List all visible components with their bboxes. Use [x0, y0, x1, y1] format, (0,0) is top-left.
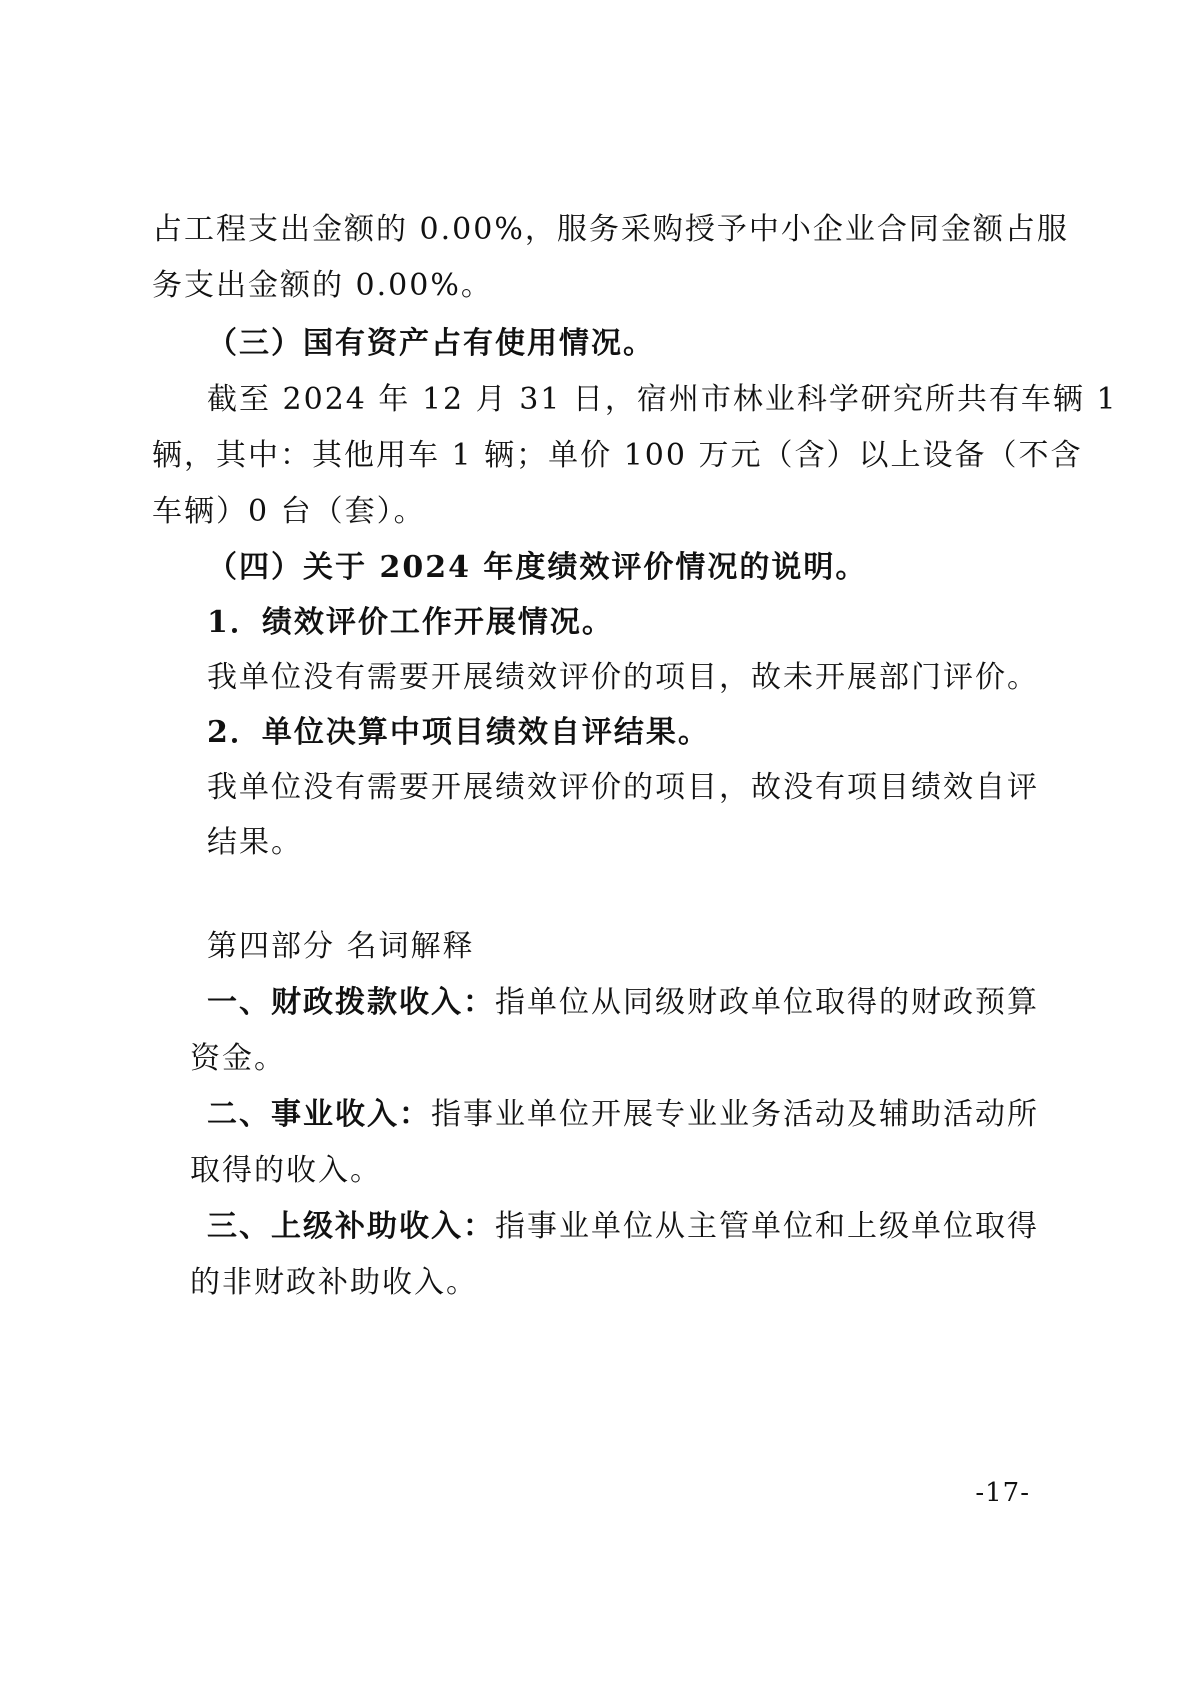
definition-line [207, 1095, 1039, 1135]
section-heading-performance: （四）关于 2024 年度绩效评价情况的说明。 [207, 550, 868, 585]
definition-continuation: 资金。 [190, 1041, 286, 1076]
subheading-evaluation-work: 1．绩效评价工作开展情况。 [207, 605, 614, 640]
definition-text: 指事业单位从主管单位和上级单位取得 [495, 1209, 1039, 1244]
paragraph-line: 截至 2024 年 12 月 31 日，宿州市林业科学研究所共有车辆 1 [207, 382, 1118, 417]
part-title: 第四部分 名词解释 [207, 929, 475, 964]
paragraph-line: 车辆）0 台（套）。 [152, 494, 426, 529]
paragraph-line: 辆，其中：其他用车 1 辆；单价 100 万元（含）以上设备（不含 [152, 438, 1083, 473]
definition-text: 指事业单位开展专业业务活动及辅助活动所 [431, 1097, 1039, 1132]
paragraph-line: 我单位没有需要开展绩效评价的项目，故没有项目绩效自评 [207, 770, 1039, 805]
definition-term: 二、事业收入： [207, 1097, 431, 1132]
definition-term: 一、财政拨款收入： [207, 985, 495, 1020]
definition-continuation: 的非财政补助收入。 [190, 1265, 478, 1300]
paragraph-line: 我单位没有需要开展绩效评价的项目，故未开展部门评价。 [207, 660, 1039, 695]
definition-term: 三、上级补助收入： [207, 1209, 495, 1244]
definition-text: 指单位从同级财政单位取得的财政预算 [495, 985, 1039, 1020]
paragraph-line: 占工程支出金额的 0.00%，服务采购授予中小企业合同金额占服 [152, 212, 1069, 247]
definition-continuation: 取得的收入。 [190, 1153, 382, 1188]
section-heading-assets: （三）国有资产占有使用情况。 [207, 326, 655, 361]
definition-line [207, 1207, 1039, 1247]
subheading-self-evaluation: 2．单位决算中项目绩效自评结果。 [207, 715, 710, 750]
paragraph-line: 务支出金额的 0.00%。 [152, 268, 493, 303]
paragraph-line: 结果。 [207, 825, 303, 860]
page-number: -17- [975, 1478, 1030, 1508]
definition-line [207, 983, 1039, 1023]
